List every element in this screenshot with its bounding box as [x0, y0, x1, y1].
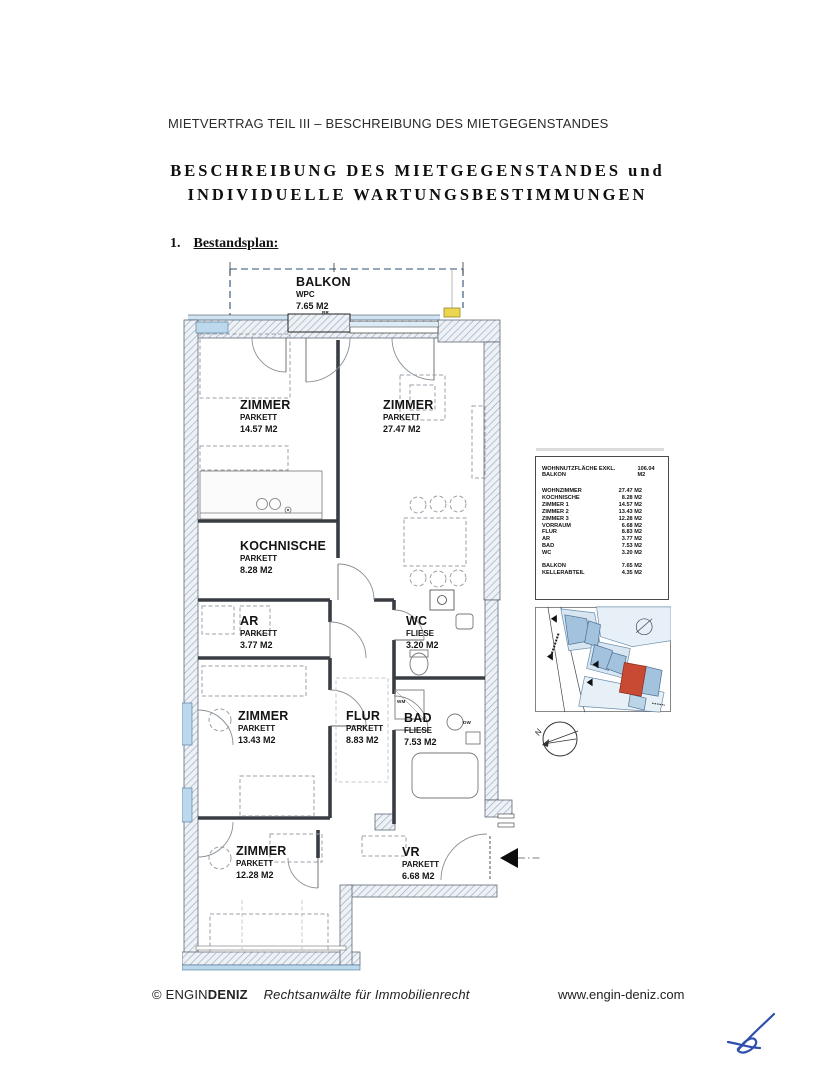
- washing-machine-label: WM: [397, 699, 406, 704]
- room-floor: FLIESE: [406, 629, 435, 638]
- room-area: 13.43 M2: [238, 735, 276, 745]
- brand-name-bold: DENIZ: [207, 987, 248, 1002]
- parapet-label: BR: [322, 310, 330, 315]
- website-url: www.engin-deniz.com: [558, 987, 685, 1002]
- handwritten-initial: [716, 1008, 786, 1073]
- legend-row: BALKON 7.65 M2: [542, 563, 642, 570]
- scan-artifact: [536, 448, 664, 451]
- room-floor: PARKETT: [240, 629, 278, 638]
- legend-row: WOHNZIMMER 27.47 M2: [542, 488, 642, 494]
- room-label-bad: [404, 712, 437, 748]
- room-area: 7.65 M2: [296, 301, 329, 311]
- room-area: 27.47 M2: [383, 424, 421, 434]
- legend-row: BAD 7.53 M2: [542, 543, 642, 550]
- legend-header-label: WOHNNUTZFLÄCHE EXKL. BALKON: [542, 466, 616, 478]
- footer: [152, 987, 470, 1002]
- balcony-door-threshold: [288, 314, 350, 332]
- room-floor: PARKETT: [383, 413, 421, 422]
- north-label: N: [533, 727, 544, 738]
- room-name: ZIMMER: [238, 709, 289, 723]
- highlighted-unit: [619, 662, 646, 696]
- room-floor: PARKETT: [238, 724, 276, 733]
- legend-rows: [542, 488, 663, 577]
- room-name: ZIMMER: [240, 398, 291, 412]
- copyright-icon: ©: [152, 987, 162, 1002]
- legend-row: ZIMMER 1 14.57 M2: [542, 501, 642, 508]
- room-name: VR: [402, 845, 420, 859]
- legend-row: VORRAUM 6.68 M2: [542, 522, 642, 529]
- room-floor: FLIESE: [404, 726, 433, 735]
- room-label-zimmer-1: [240, 399, 291, 435]
- compass-rose: [532, 709, 588, 769]
- legend-row: AR 3.77 M2: [542, 536, 642, 543]
- kitchen-counter: [200, 471, 322, 519]
- brand-tagline: Rechtsanwälte für Immobilienrecht: [263, 987, 470, 1002]
- room-name: ZIMMER: [383, 398, 434, 412]
- page-header: MIETVERTRAG TEIL III – BESCHREIBUNG DES MIETGEGENSTANDES: [168, 116, 609, 131]
- title-line-1: BESCHREIBUNG DES MIETGEGENSTANDES und: [170, 161, 665, 180]
- area-legend: [535, 456, 669, 600]
- room-area: 14.57 M2: [240, 424, 278, 434]
- shaft-symbol: [430, 590, 454, 610]
- room-label-flur: [346, 710, 383, 746]
- room-floor: PARKETT: [236, 859, 274, 868]
- entrance-arrow-icon: [500, 848, 542, 868]
- room-floor: PARKETT: [346, 724, 384, 733]
- room-floor: WPC: [296, 290, 315, 299]
- room-name: ZIMMER: [236, 844, 287, 858]
- brand-name-regular: ENGIN: [165, 987, 208, 1002]
- room-label-zimmer-2: [238, 710, 289, 746]
- legend-row: KOCHNISCHE 8.28 M2: [542, 494, 642, 501]
- room-area: 6.68 M2: [402, 871, 435, 881]
- legend-row: WC 3.20 M2: [542, 550, 642, 557]
- legend-row: KELLERABTEIL 4.35 M2: [542, 569, 642, 576]
- room-name: BALKON: [296, 275, 351, 289]
- room-name: AR: [240, 614, 259, 628]
- room-floor: PARKETT: [240, 554, 278, 563]
- room-label-ar: [240, 615, 277, 651]
- room-label-vr: [402, 846, 439, 882]
- room-area: 3.77 M2: [240, 640, 273, 650]
- site-map-drawing: [535, 606, 671, 713]
- room-label-zimmer-3: [236, 845, 287, 881]
- legend-header-value: 106.04 M2: [637, 466, 655, 478]
- room-area: 7.53 M2: [404, 737, 437, 747]
- legend-row: ZIMMER 3 12.28 M2: [542, 515, 642, 522]
- room-area: 8.83 M2: [346, 735, 379, 745]
- room-label-balkon: [296, 276, 351, 312]
- room-area: 8.28 M2: [240, 565, 273, 575]
- section-number: 1.: [170, 236, 181, 251]
- section-title: Bestandsplan:: [193, 236, 279, 251]
- section-heading: [170, 236, 278, 252]
- title-line-2: INDIVIDUELLE WARTUNGSBESTIMMUNGEN: [187, 185, 648, 204]
- room-floor: PARKETT: [240, 413, 278, 422]
- room-name: BAD: [404, 711, 432, 725]
- compass-drawing: [532, 709, 588, 769]
- room-floor: PARKETT: [402, 860, 440, 869]
- dishwasher-label: DW: [463, 720, 472, 725]
- legend-header: [542, 466, 663, 478]
- room-area: 12.28 M2: [236, 870, 274, 880]
- legend-row: ZIMMER 2 13.43 M2: [542, 508, 642, 515]
- room-label-kochnische: [240, 540, 326, 576]
- room-label-wc: [406, 615, 439, 651]
- exterior-wall-stubs: [498, 814, 514, 827]
- room-area: 3.20 M2: [406, 640, 439, 650]
- page-title: [0, 159, 835, 207]
- room-label-wohnzimmer: [383, 399, 434, 435]
- outer-walls: [182, 320, 512, 965]
- legend-row: FLUR 8.83 M2: [542, 529, 642, 536]
- room-name: FLUR: [346, 709, 381, 723]
- room-name: KOCHNISCHE: [240, 539, 327, 553]
- site-location-map: [535, 606, 671, 713]
- yellow-marker: [444, 308, 460, 317]
- room-name: WC: [406, 614, 428, 628]
